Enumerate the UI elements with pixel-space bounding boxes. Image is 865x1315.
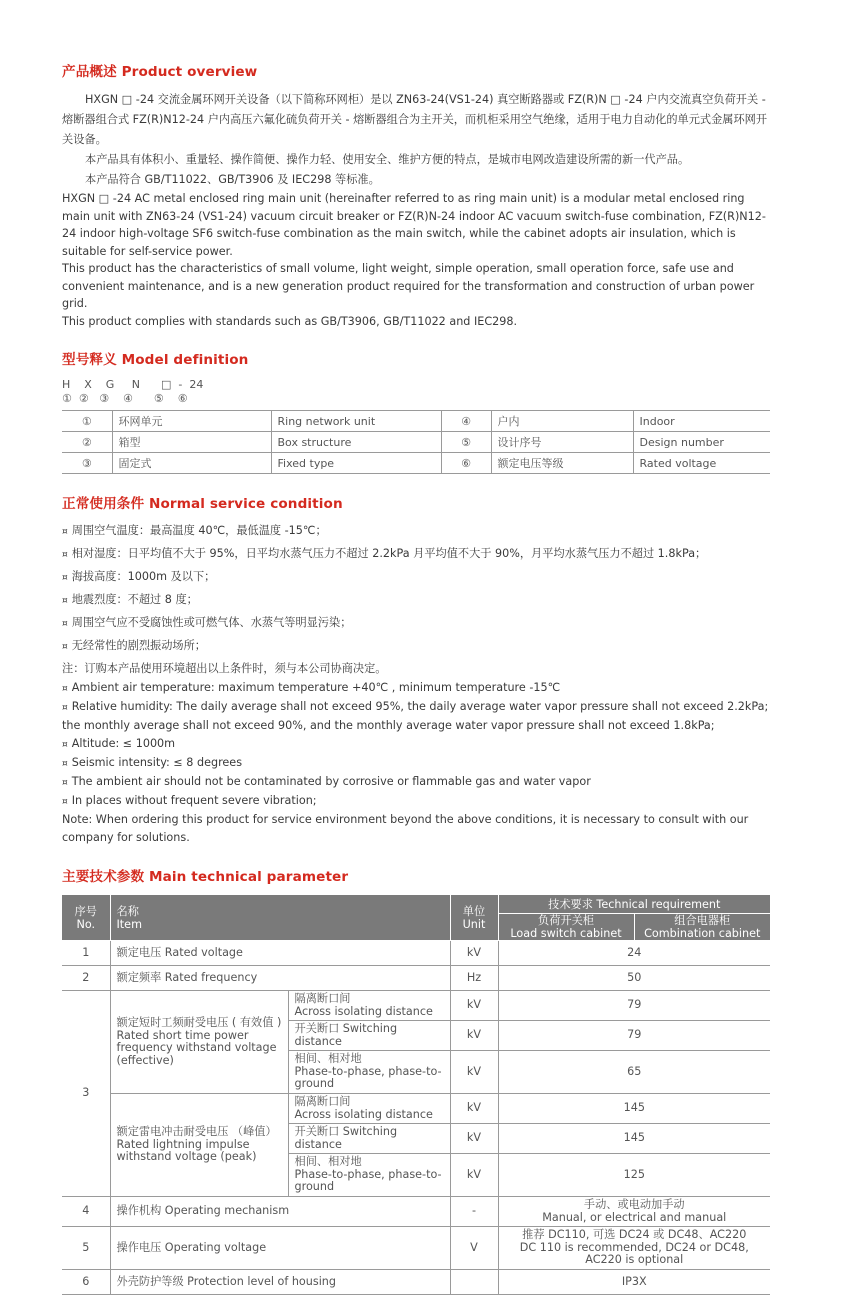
overview-cn-para-3: 本产品符合 GB/T11022、GB/T3906 及 IEC298 等标准。 [85, 173, 380, 186]
table-row: 6 外壳防护等级 Protection level of housing IP3X [62, 1270, 770, 1295]
header-no: 序号 No. [62, 895, 110, 941]
table-row: 相间、相对地 Phase-to-phase, phase-to-ground kV 125 [62, 1154, 770, 1197]
model-definition-table [62, 410, 770, 474]
def-num: ① [62, 411, 112, 432]
list-item: ¤ 周围空气温度：最高温度 40℃，最低温度 -15℃； [62, 524, 327, 537]
table-row: 相间、相对地 Phase-to-phase, phase-to-ground kV 65 [62, 1051, 770, 1094]
list-item: ¤ 地震烈度：不超过 8 度； [62, 593, 198, 606]
model-code-numbers: ① ② ③ ④ ⑤ ⑥ [62, 392, 188, 405]
def-en: Rated voltage [633, 453, 770, 474]
table-row [62, 411, 770, 432]
list-item: ¤ The ambient air should not be contaminated by corrosive or flammable gas and water vapor [62, 775, 591, 788]
bullet-square-icon: ¤ [62, 797, 68, 807]
bullet-square-icon: ¤ [62, 573, 68, 583]
def-cn: 箱型 [112, 432, 271, 453]
table-row: 开关断口 Switching distance kV 79 [62, 1021, 770, 1051]
header-item: 名称 Item [110, 895, 450, 941]
def-cn: 环网单元 [112, 411, 271, 432]
def-en: Design number [633, 432, 770, 453]
table-row [62, 432, 770, 453]
overview-cn-para-2: 本产品具有体积小、重量轻、操作简便、操作力轻、使用安全、维护方便的特点，是城市电网改造建设所需的新一代产品。 [85, 153, 690, 166]
conditions-cn-note: 注：订购本产品使用环境超出以上条件时，须与本公司协商决定。 [62, 662, 387, 675]
def-en: Ring network unit [271, 411, 441, 432]
header-combination: 组合电器柜 Combination cabinet [634, 914, 770, 941]
overview-cn-para-1: HXGN □ -24 交流金属环网开关设备（以下简称环网柜）是以 ZN63-24(VS1-24) 真空断路器或 FZ(R)N □ -24 户内交流真空负荷开关 - 熔断器组合式 FZ(R)N12-24 户内高压六氟化硫负荷开关 - 熔断器组合为主开关，而机柜采用空气绝缘，适用于电力自动化的单元式金属环网开关设备。 [62, 93, 768, 146]
table-row: 额定雷电冲击耐受电压 （峰值） Rated lightning impulse withstand voltage (peak) 隔离断口间 Across isolating distance kV 145 [62, 1094, 770, 1124]
conditions-en-note: Note: When ordering this product for service environment beyond the above conditions, it is necessary to consult with our company for solutions. [62, 813, 749, 844]
tech-title: 主要技术参数 Main technical parameter [62, 869, 349, 885]
overview-en-para-1: HXGN □ -24 AC metal enclosed ring main unit (hereinafter referred to as ring main unit) is a modular metal enclosed ring main unit with ZN63-24 (VS1-24) vacuum circuit breaker or FZ(R)N-24 indoor AC vacuum switch-fuse combination, FZ(R)N12-24 indoor high-voltage SF6 switch-fuse combination as the main switch, while the cabinet adopts air insulation, which is suitable for self-service power. [62, 192, 766, 258]
def-num: ⑥ [441, 453, 491, 474]
group-lightning-impulse: 额定雷电冲击耐受电压 （峰值） Rated lightning impulse withstand voltage (peak) [110, 1094, 288, 1197]
list-item: ¤ 无经常性的剧烈振动场所； [62, 639, 206, 652]
list-item: ¤ Ambient air temperature: maximum temperature +40℃ , minimum temperature -15℃ [62, 681, 561, 694]
table-row: 1 额定电压 Rated voltage kV 24 [62, 941, 770, 966]
model-code-letters: H X G N □ - 24 [62, 378, 204, 391]
overview-en-para-3: This product complies with standards such as GB/T3906, GB/T11022 and IEC298. [62, 314, 518, 328]
tech-parameter-table [62, 895, 770, 1295]
list-item: ¤ In places without frequent severe vibration; [62, 794, 317, 807]
conditions-list [62, 520, 770, 847]
def-num: ④ [441, 411, 491, 432]
bullet-square-icon: ¤ [62, 550, 68, 560]
list-item: ¤ Altitude: ≤ 1000m [62, 737, 176, 750]
def-num: ③ [62, 453, 112, 474]
overview-en-para-2: This product has the characteristics of small volume, light weight, simple operation, small operation force, safe use and convenient maintenance, and is a new generation product required for the transformation and construction of urban power grid. [62, 262, 755, 310]
def-num: ⑤ [441, 432, 491, 453]
list-item: ¤ 相对湿度：日平均值不大于 95%，日平均水蒸气压力不超过 2.2kPa 月平均值不大于 90%，月平均水蒸气压力不超过 1.8kPa； [62, 547, 707, 560]
def-en: Indoor [633, 411, 770, 432]
bullet-square-icon: ¤ [62, 596, 68, 606]
bullet-square-icon: ¤ [62, 684, 68, 694]
table-row: 5 操作电压 Operating voltage V 推荐 DC110, 可选 DC24 或 DC48、AC220 DC 110 is recommended, DC24 or DC48, AC220 is optional [62, 1227, 770, 1270]
table-row: 4 操作机构 Operating mechanism - 手动、或电动加手动 Manual, or electrical and manual [62, 1197, 770, 1227]
def-cn: 额定电压等级 [491, 453, 633, 474]
bullet-square-icon: ¤ [62, 740, 68, 750]
group-power-frequency: 额定短时工频耐受电压 ( 有效值 ) Rated short time power frequency withstand voltage (effective) [110, 991, 288, 1094]
table-header-row [62, 895, 770, 914]
def-en: Box structure [271, 432, 441, 453]
def-cn: 固定式 [112, 453, 271, 474]
header-requirement: 技术要求 Technical requirement [498, 895, 770, 914]
bullet-square-icon: ¤ [62, 642, 68, 652]
def-cn: 设计序号 [491, 432, 633, 453]
overview-title: 产品概述 Product overview [62, 64, 258, 80]
list-item: ¤ 海拔高度：1000m 及以下； [62, 570, 216, 583]
conditions-title: 正常使用条件 Normal service condition [62, 496, 343, 512]
list-item: ¤ Relative humidity: The daily average shall not exceed 95%, the daily average water vapor pressure shall not exceed 2.2kPa; the monthly average shall not exceed 90%, and the monthly average water vapor pressure shall not exceed 1.8kPa; [62, 700, 769, 732]
def-cn: 户内 [491, 411, 633, 432]
header-load-switch: 负荷开关柜 Load switch cabinet [498, 914, 634, 941]
def-num: ② [62, 432, 112, 453]
model-title: 型号释义 Model definition [62, 352, 249, 368]
table-row: 3 额定短时工频耐受电压 ( 有效值 ) Rated short time power frequency withstand voltage (effective) 隔离断口间 Across isolating distance kV 79 [62, 991, 770, 1021]
table-row: 2 额定频率 Rated frequency Hz 50 [62, 966, 770, 991]
list-item: ¤ 周围空气应不受腐蚀性或可燃气体、水蒸气等明显污染； [62, 616, 352, 629]
document-page [62, 60, 770, 1295]
bullet-square-icon: ¤ [62, 619, 68, 629]
bullet-square-icon: ¤ [62, 778, 68, 788]
table-row: 开关断口 Switching distance kV 145 [62, 1124, 770, 1154]
list-item: ¤ Seismic intensity: ≤ 8 degrees [62, 756, 243, 769]
bullet-square-icon: ¤ [62, 703, 68, 713]
def-en: Fixed type [271, 453, 441, 474]
header-unit: 单位 Unit [450, 895, 498, 941]
bullet-square-icon: ¤ [62, 527, 68, 537]
bullet-square-icon: ¤ [62, 759, 68, 769]
table-row [62, 453, 770, 474]
